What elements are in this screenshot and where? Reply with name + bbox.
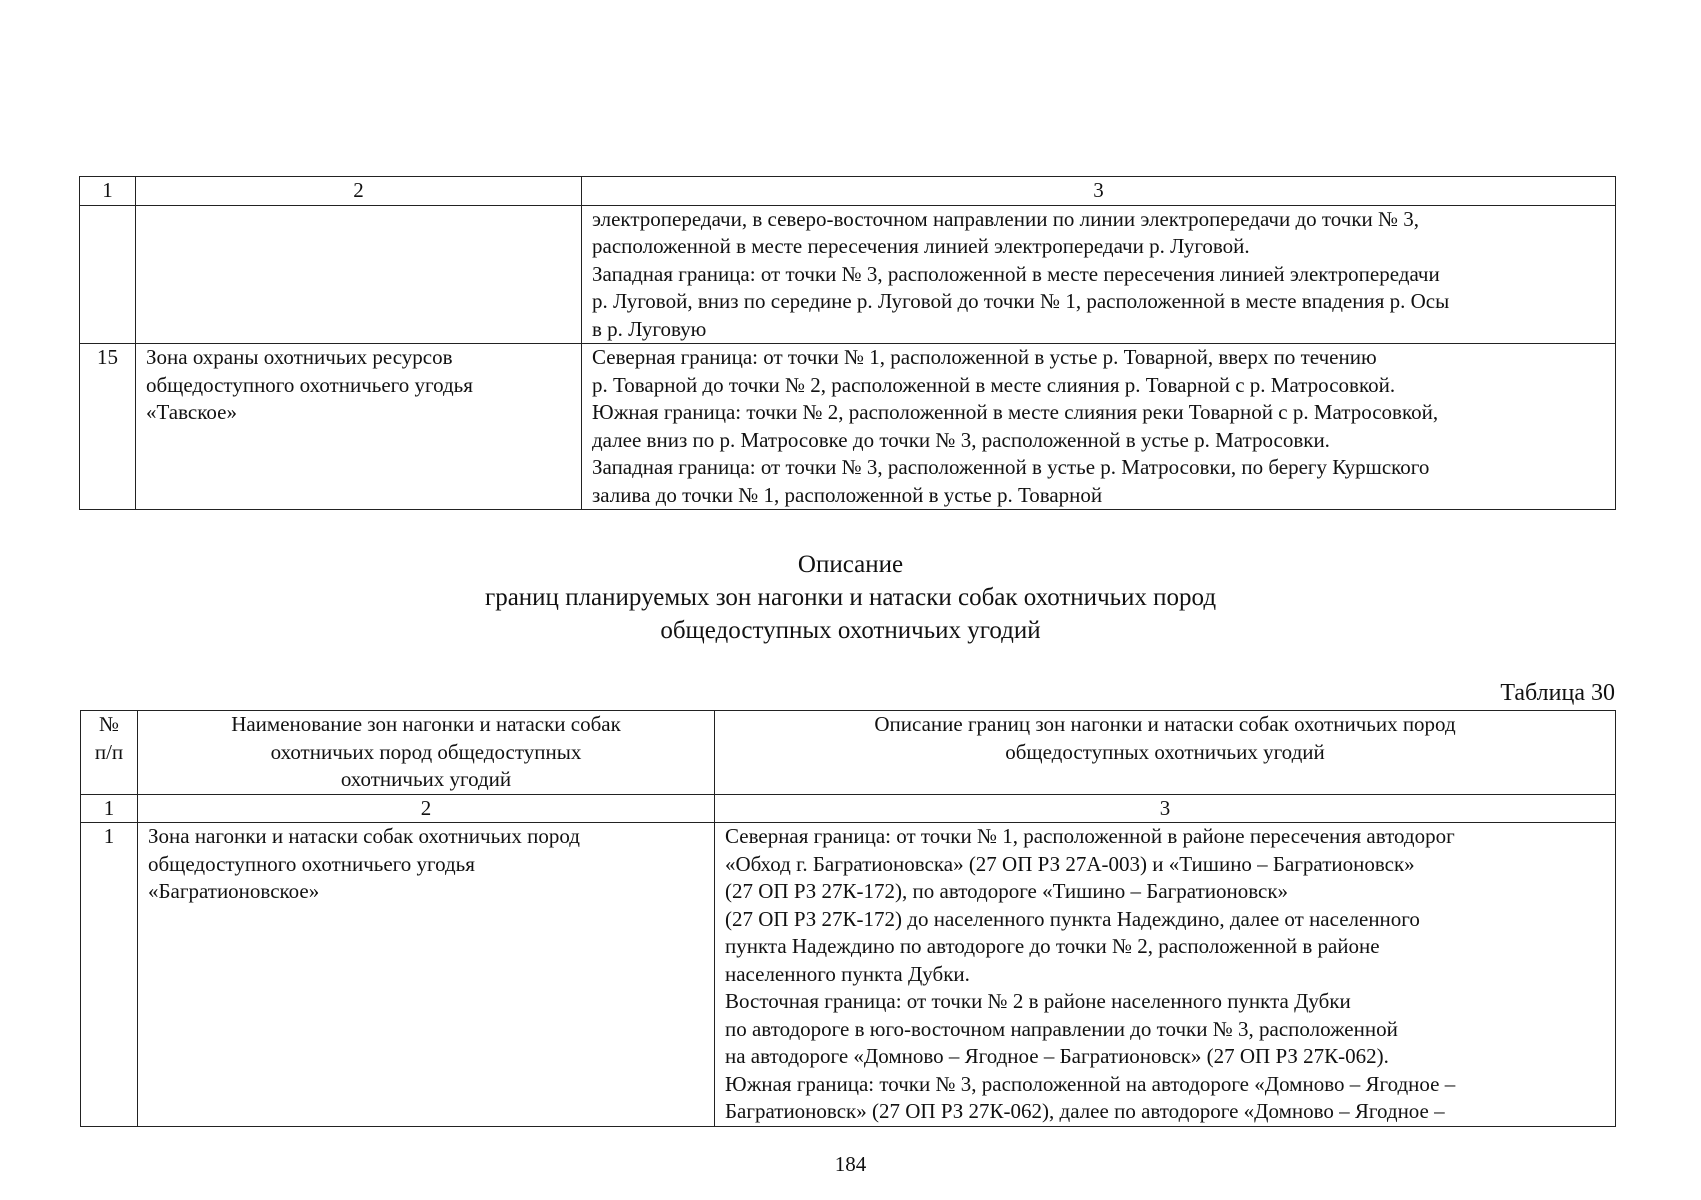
table-row xyxy=(80,344,1616,510)
header-line: охотничьих пород общедоступных xyxy=(270,739,582,764)
description-line: Южная граница: точки № 2, расположенной в месте слияния реки Товарной с р. Матросовкой, xyxy=(592,400,1439,424)
zone-name-line: общедоступного охотничьего угодья xyxy=(146,372,473,397)
description-line: на автодороге «Домново – Ягодное – Багратионовск» (27 ОП РЗ 27К-062). xyxy=(725,1044,1389,1068)
table-caption: Таблица 30 xyxy=(1500,680,1615,706)
description-line: залива до точки № 1, расположенной в устье р. Товарной xyxy=(592,482,1103,507)
column-number-3: 3 xyxy=(715,794,1616,823)
description-line: расположенной в месте пересечения линией электропередачи р. Луговой. xyxy=(592,234,1250,258)
row-number: 15 xyxy=(80,344,136,510)
description-line: Западная граница: от точки № 3, расположенной в устье р. Матросовки, по берегу Куршского xyxy=(592,455,1430,479)
continuation-table xyxy=(79,176,1616,510)
table-row xyxy=(81,823,1616,1127)
description-line: р. Луговой, вниз по середине р. Луговой до точки № 1, расположенной в месте впадения р. Осы xyxy=(592,289,1450,313)
row-number xyxy=(80,205,136,344)
column-number-2: 2 xyxy=(136,177,582,206)
zone-name-line: Зона охраны охотничьих ресурсов xyxy=(146,345,453,369)
description-line: Западная граница: от точки № 3, расположенной в месте пересечения линией электропередачи xyxy=(592,261,1440,286)
row-number: 1 xyxy=(81,823,138,1127)
zone-name-cell xyxy=(136,344,582,510)
zone-name-line: «Багратионовское» xyxy=(148,879,320,903)
description-line: Северная граница: от точки № 1, расположенной в районе пересечения автодорог xyxy=(725,824,1455,848)
description-line: Северная граница: от точки № 1, расположенной в устье р. Товарной, вверх по течению xyxy=(592,345,1377,369)
heading-line-3: общедоступных охотничьих угодий xyxy=(660,617,1041,644)
table-header-numbers-row xyxy=(81,794,1616,823)
page-number: 184 xyxy=(834,1152,867,1176)
table-row xyxy=(80,205,1616,344)
column-number-1: 1 xyxy=(80,177,136,206)
column-number-2: 2 xyxy=(138,794,715,823)
description-line: (27 ОП РЗ 27К-172), по автодороге «Тишино – Багратионовск» xyxy=(725,879,1289,903)
description-line: электропередачи, в северо-восточном направлении по линии электропередачи до точки № 3, xyxy=(592,206,1420,231)
boundary-description-cell xyxy=(582,344,1616,510)
description-line: Восточная граница: от точки № 2 в районе населенного пункта Дубки xyxy=(725,989,1351,1013)
zone-name-cell xyxy=(138,823,715,1127)
description-line: Южная граница: точки № 3, расположенной на автодороге «Домново – Ягодное – xyxy=(725,1071,1456,1096)
column-number-3: 3 xyxy=(582,177,1616,206)
description-line: р. Товарной до точки № 2, расположенной в месте слияния р. Товарной с р. Матросовкой. xyxy=(592,372,1396,397)
header-line: п/п xyxy=(94,739,124,764)
section-heading xyxy=(0,548,1701,647)
description-line: Багратионовск» (27 ОП РЗ 27К-062), далее по автодороге «Домново – Ягодное – xyxy=(725,1099,1445,1123)
header-number-column xyxy=(81,711,138,795)
zone-name-line: общедоступного охотничьего угодья xyxy=(148,851,475,876)
header-description-column xyxy=(715,711,1616,795)
header-line: Описание границ зон нагонки и натаски собак охотничьих пород xyxy=(874,712,1456,736)
hunting-zones-table xyxy=(80,710,1616,1127)
heading-line-1: Описание xyxy=(797,551,904,578)
boundary-description-cell xyxy=(582,205,1616,344)
zone-name-line: «Тавское» xyxy=(146,400,237,424)
description-line: населенного пункта Дубки. xyxy=(725,961,970,986)
header-line: № xyxy=(98,712,120,736)
header-name-column xyxy=(138,711,715,795)
header-line: общедоступных охотничьих угодий xyxy=(1005,739,1325,764)
description-line: (27 ОП РЗ 27К-172) до населенного пункта Надеждино, далее от населенного xyxy=(725,906,1420,931)
description-line: пункта Надеждино по автодороге до точки № 2, расположенной в районе xyxy=(725,934,1380,958)
boundary-description-cell xyxy=(715,823,1616,1127)
table-header-numbers-row xyxy=(80,177,1616,206)
description-line: в р. Луговую xyxy=(592,316,707,341)
description-line: по автодороге в юго-восточном направлении до точки № 3, расположенной xyxy=(725,1016,1398,1041)
header-line: Наименование зон нагонки и натаски собак xyxy=(231,712,621,736)
description-line: «Обход г. Багратионовска» (27 ОП РЗ 27А-003) и «Тишино – Багратионовск» xyxy=(725,851,1415,876)
description-line: далее вниз по р. Матросовке до точки № 3, расположенной в устье р. Матросовки. xyxy=(592,427,1330,452)
table-header-row xyxy=(81,711,1616,795)
heading-line-2: границ планируемых зон нагонки и натаски собак охотничьих пород xyxy=(484,584,1217,611)
column-number-1: 1 xyxy=(81,794,138,823)
zone-name-cell xyxy=(136,205,582,344)
zone-name-line: Зона нагонки и натаски собак охотничьих пород xyxy=(148,824,580,848)
header-line: охотничьих угодий xyxy=(340,767,512,791)
